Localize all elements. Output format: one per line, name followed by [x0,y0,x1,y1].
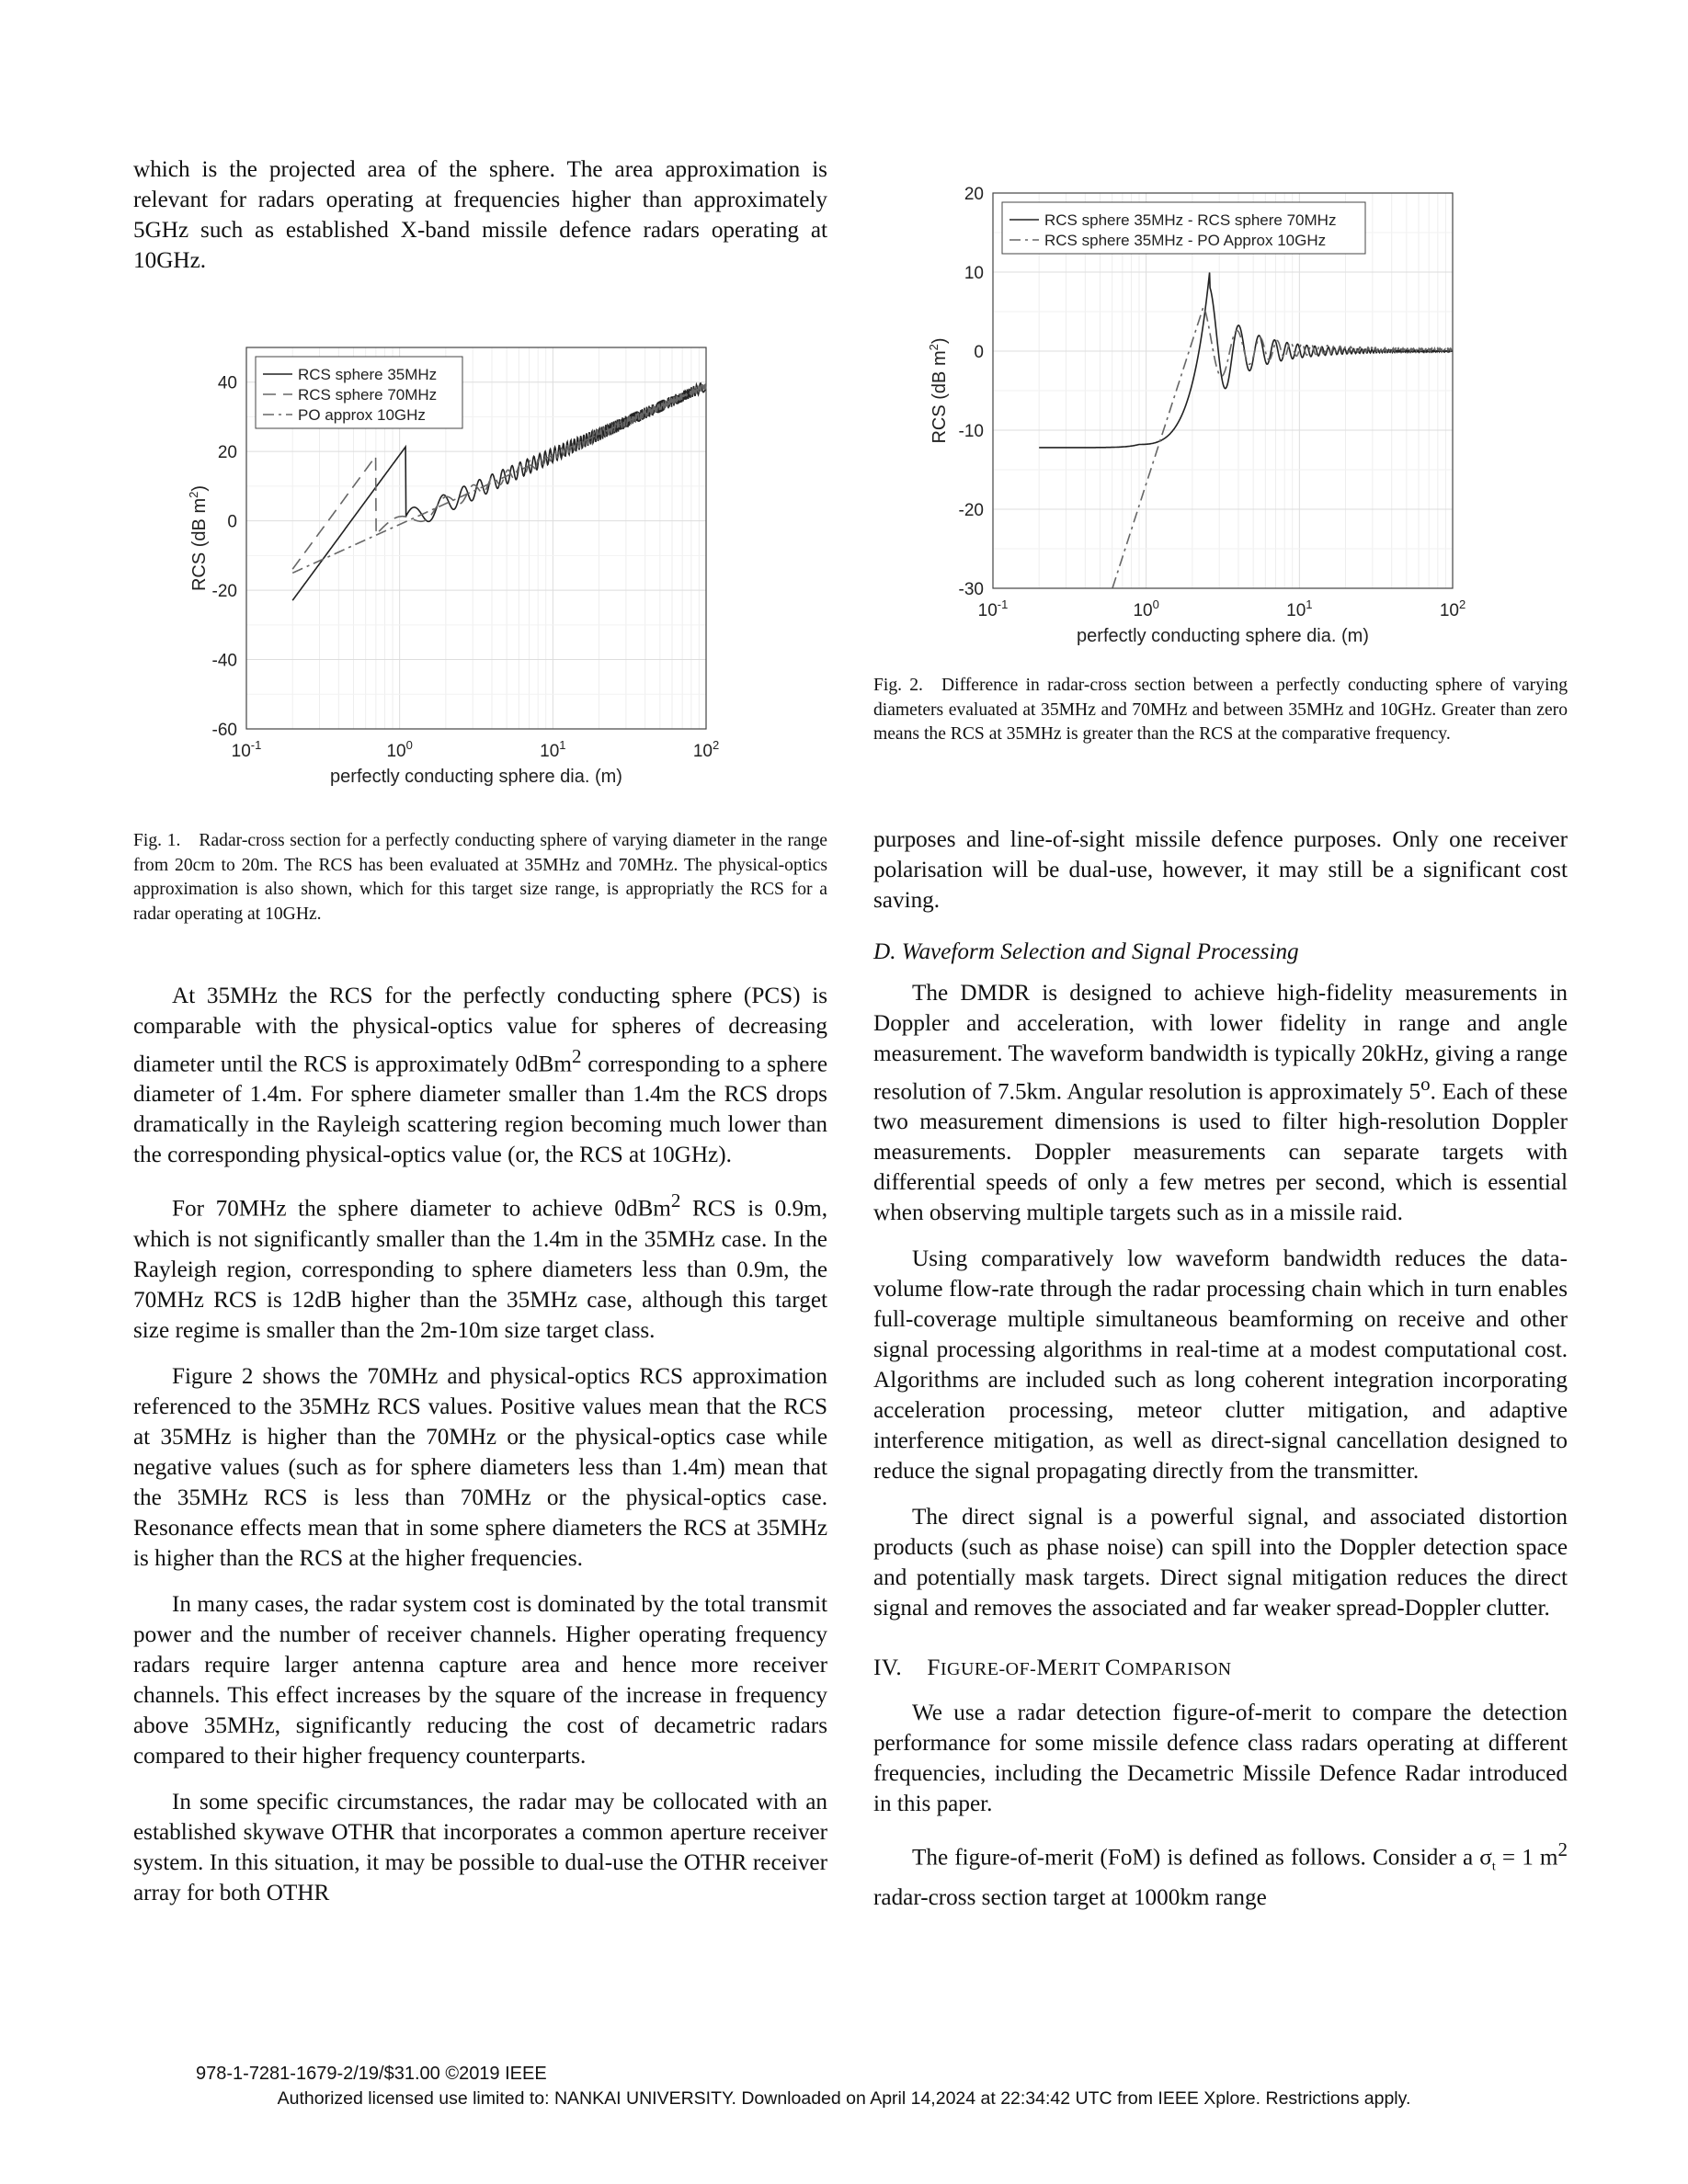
paragraph-dmdr [873,978,1568,1228]
section-title-part: IGURE-OF- [940,1659,1037,1680]
section-title-part: F [927,1655,941,1681]
paragraph-70mhz-text-b: RCS is 0.9m, which is not significantly smaller than the 1.4m in the 35MHz case. In the Rayleigh region, corresponding to sphere diameters less than 0.9m, the 70MHz RCS is 12dB higher than the 35MHz case, although this target size regime is smaller than the 2m-10m size target class. [133,1196,827,1343]
figure-2-label: Fig. 2. [873,676,923,695]
x-tick-label: $10^{-1}$ [977,597,1009,620]
y-tick-label: 0 [974,343,984,362]
section-title-part: M [1036,1655,1058,1681]
y-tick-label: -40 [211,651,237,671]
section-title-part: ERIT [1057,1659,1105,1680]
x-tick-label: $10^2$ [1439,597,1466,620]
footer-license: Authorized licensed use limited to: NANKAI UNIVERSITY. Downloaded on April 14,2024 at 22:34:42 UTC from IEEE Xplore. Restrictions apply. [277,2088,1411,2109]
x-tick-label: $10^0$ [1133,597,1159,620]
x-tick-label: $10^2$ [692,738,720,761]
paragraph-fom-definition [873,1835,1568,1912]
superscript-two: 2 [670,1189,681,1212]
paragraph-bandwidth: Using comparatively low waveform bandwidth reduces the data-volume flow-rate through the radar processing chain which in turn enables full-coverage multiple simultaneous beamforming on receive and other signal processing algorithms in real-time at a modest computational cost. Algorithms are included such as long coherent integration incorporating acceleration processing, meteor clutter mitigation, and adaptive interference mitigation, as well as direct-signal cancellation designed to reduce the signal propagating directly from the transmitter. [873,1246,1568,1484]
y-axis-label: RCS (dB $m^2$) [187,484,210,592]
paragraph-70mhz-text-a: For 70MHz the sphere diameter to achieve 0dBm [172,1196,671,1222]
paragraph-fom-text-b: = 1 m [1495,1845,1558,1871]
paragraph-dmdr-text-a: The DMDR is designed to achieve high-fidelity measurements in Doppler and acceleration, with lower fidelity in range and angle measurement. The waveform bandwidth is typically 20kHz, giving a range resolution of 7.5km. Angular resolution is approximately 5 [873,981,1568,1105]
x-tick-label: $10^0$ [386,738,413,761]
y-tick-label: -20 [211,582,237,602]
legend-label: RCS sphere 35MHz - RCS sphere 70MHz [1044,211,1337,229]
figure-1-label: Fig. 1. [133,831,181,850]
subsection-heading-d: D. Waveform Selection and Signal Processing [873,939,1299,964]
paragraph-dmdr-text-b: . Each of these two measurement dimensions is used to filter high-resolution Doppler measurements. Doppler measurements can separate targets with differential speeds of only a few metres per second, which is essential when observing multiple targets such as in a missile raid. [873,1079,1568,1226]
paragraph-fom-text-a: The figure-of-merit (FoM) is defined as follows. Consider a σ [912,1845,1492,1871]
y-tick-label: 20 [217,443,237,463]
x-axis-label: perfectly conducting sphere dia. (m) [330,767,622,787]
figure-2-caption-text: Difference in radar-cross section between a perfectly conducting sphere of varying diameters evaluated at 35MHz and 70MHz and between 35MHz and 10GHz. Greater than zero means the RCS at 35MHz is greater than the RCS at the comparative frequency. [873,676,1568,744]
right-column-body [873,825,1568,1913]
section-number: IV. [873,1655,903,1681]
legend-label: RCS sphere 35MHz - PO Approx 10GHz [1044,232,1327,249]
paragraph-direct-signal: The direct signal is a powerful signal, and associated distortion products (such as phase noise) can spill into the Doppler detection space and potentially mask targets. Direct signal mitigation reduces the direct signal and removes the associated and far weaker spread-Doppler clutter. [873,1505,1568,1621]
left-column-body [133,981,827,1908]
figure-1-caption [133,829,827,927]
y-axis-label: RCS (dB $m^2$) [927,337,950,444]
y-tick-label: 20 [964,185,984,204]
paragraph-35mhz-text-a: At 35MHz the RCS for the perfectly conducting sphere (PCS) is comparable with the physical-optics value for spheres of decreasing diameter until the RCS is approximately 0dBm [133,984,827,1077]
figure-2-chart [919,175,1526,657]
paragraph-figure-2-discussion: Figure 2 shows the 70MHz and physical-optics RCS approximation referenced to the 35MHz RCS values. Positive values mean that the RCS at 35MHz is higher than the 70MHz or the physical-optics case while negative values (such as for sphere diameters less than 1.4m) mean that the 35MHz RCS is less than 70MHz or the physical-optics case. Resonance effects mean that in some sphere diameters the RCS at 35MHz is higher than the RCS at the higher frequencies. [133,1363,827,1571]
subscript-t: t [1491,1860,1496,1874]
paragraph-35mhz-text-b: corresponding to a sphere diameter of 1.4m. For sphere diameter smaller than 1.4m the RCS drops dramatically in the Rayleigh scattering region becoming much lower than the corresponding physical-optics value (or, the RCS at 10GHz). [133,1052,827,1168]
superscript-two: 2 [571,1045,582,1067]
paragraph-35mhz [133,981,827,1170]
y-tick-label: -60 [211,721,237,740]
paragraph-purposes: purposes and line-of-sight missile defence purposes. Only one receiver polarisation will be dual-use, however, it may still be a significant cost saving. [873,827,1568,913]
paragraph-intro: which is the projected area of the sphere. The area approximation is relevant for radars operating at frequencies higher than approximately 5GHz such as established X-band missile defence radars operating at 10GHz. [133,157,827,273]
y-tick-label: 0 [227,512,237,532]
figure-2-caption [873,674,1568,747]
paragraph-othr: In some specific circumstances, the radar may be collocated with an established skywave OTHR that incorporates a common aperture receiver system. In this situation, it may be possible to dual-use the OTHR receiver array for both OTHR [133,1789,827,1905]
y-tick-label: -30 [958,580,984,599]
x-tick-label: $10^1$ [1286,597,1313,620]
y-tick-label: -10 [958,422,984,441]
x-tick-label: $10^1$ [540,738,566,761]
superscript-degree: o [1420,1073,1431,1095]
footer-isbn: 978-1-7281-1679-2/19/$31.00 ©2019 IEEE [196,2064,547,2084]
y-tick-label: 40 [217,373,237,393]
legend-label: RCS sphere 70MHz [298,386,438,404]
superscript-two: 2 [1557,1838,1568,1861]
figure-1-chart [179,331,786,813]
section-title-part: C [1104,1655,1122,1681]
x-tick-label: $10^{-1}$ [231,738,262,761]
paragraph-fom-text-c: radar-cross section target at 1000km range [873,1884,1267,1910]
y-tick-label: -20 [958,501,984,520]
legend-label: PO approx 10GHz [298,406,426,424]
paragraph-cost: In many cases, the radar system cost is dominated by the total transmit power and the number of receiver channels. Higher operating frequency radars require larger antenna capture area and hence more receiver channels. This effect increases by the square of the increase in frequency above 35MHz, significantly reducing the cost of decametric radars compared to their higher frequency counterparts. [133,1591,827,1769]
section-title-part: OMPARISON [1121,1659,1232,1680]
left-column-top [133,154,827,276]
legend-label: RCS sphere 35MHz [298,366,438,383]
paragraph-70mhz [133,1186,827,1345]
paragraph-fom-intro: We use a radar detection figure-of-merit to compare the detection performance for some missile defence class radars operating at different frequencies, including the Decametric Missile Defence Radar introduced in this paper. [873,1701,1568,1817]
y-tick-label: 10 [964,264,984,283]
figure-1-caption-text: Radar-cross section for a perfectly conducting sphere of varying diameter in the range from 20cm to 20m. The RCS has been evaluated at 35MHz and 70MHz. The physical-optics approximation is also shown, which for this target size range, is appropriatly the RCS for a radar operating at 10GHz. [133,831,828,924]
section-heading-iv [873,1653,1568,1685]
x-axis-label: perfectly conducting sphere dia. (m) [1077,626,1369,646]
